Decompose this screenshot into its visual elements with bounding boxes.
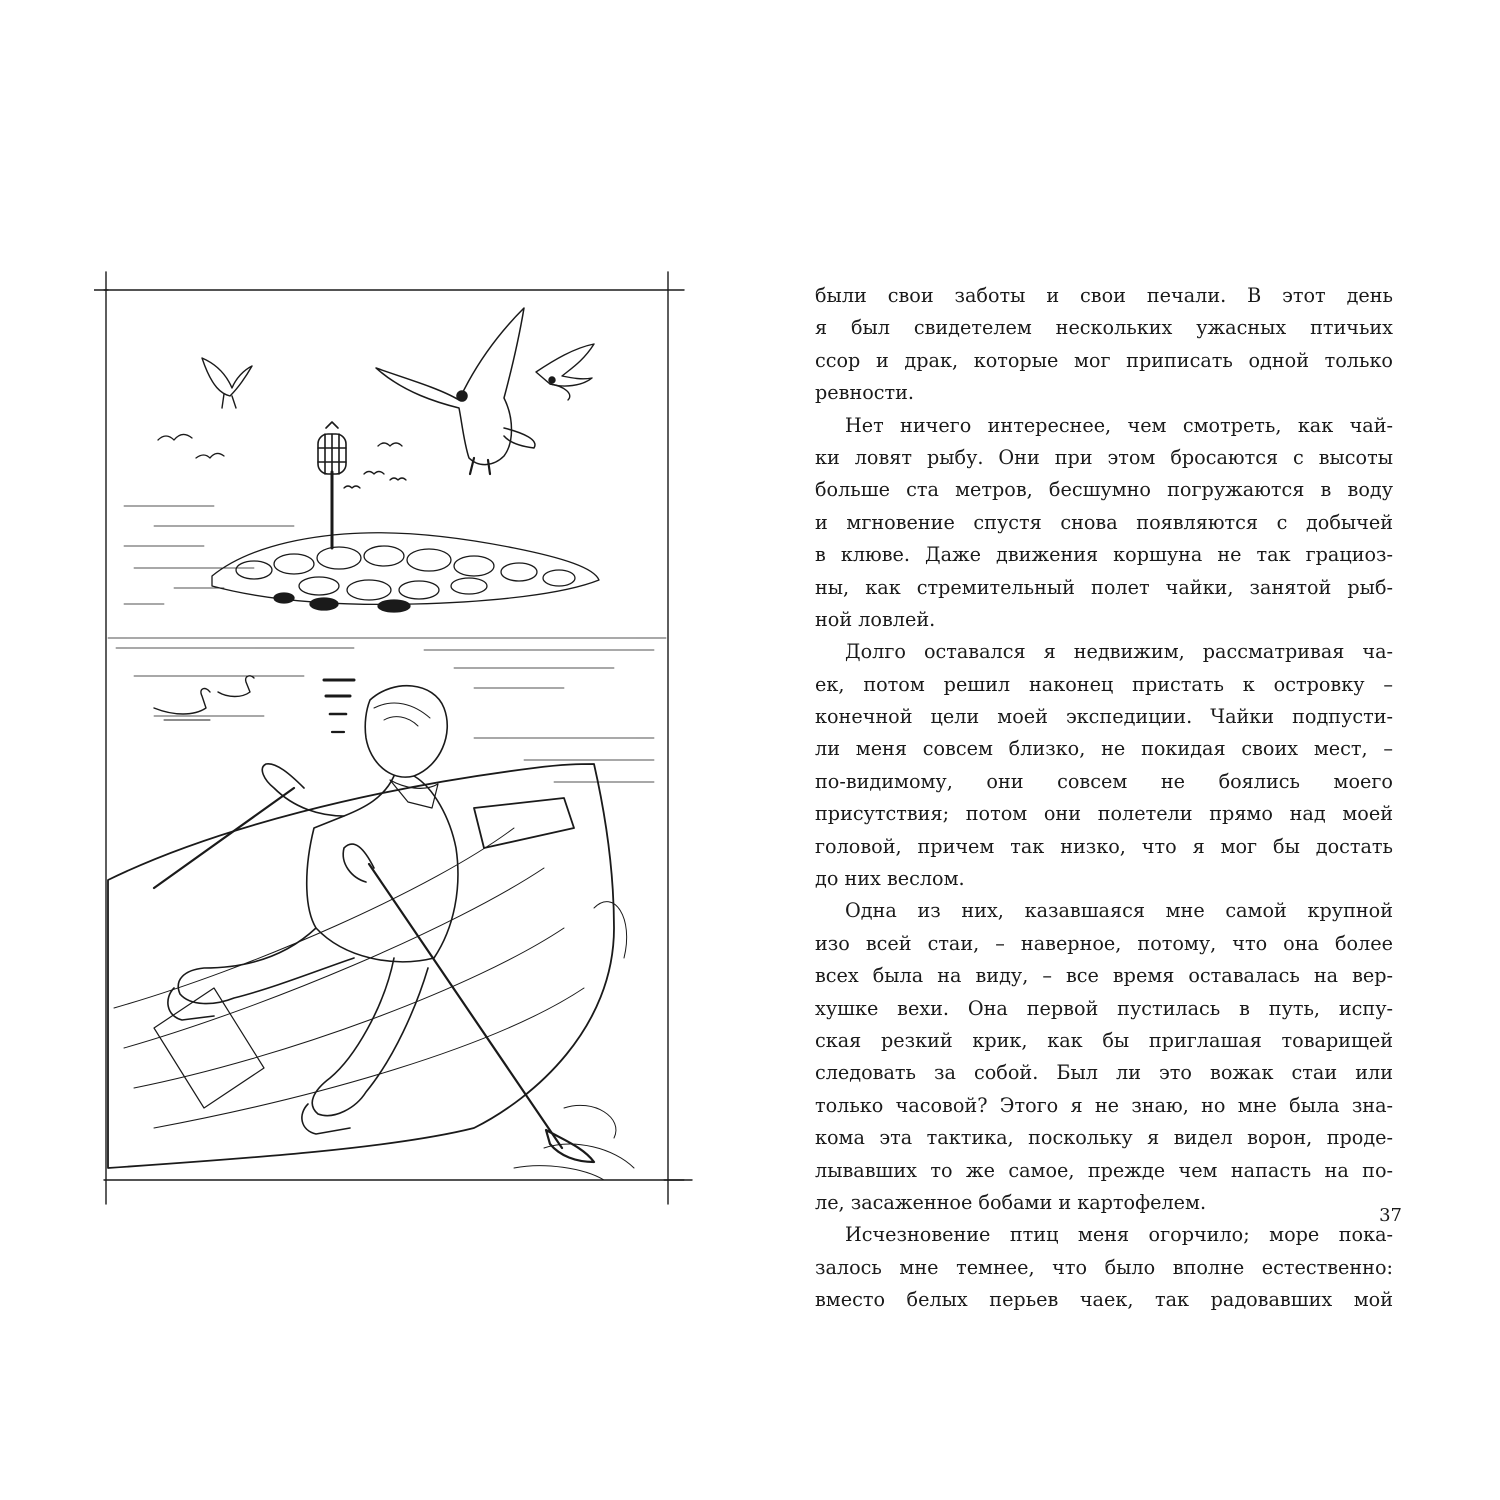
main-text-column (815, 280, 1393, 1317)
swimming-birds (154, 676, 254, 720)
text-line: ссор и драк, которые мог приписать одной только (815, 348, 1393, 372)
boy-figure (168, 686, 458, 1134)
page-number: 37 (1379, 1205, 1402, 1226)
text-line: Нет ничего интереснее, чем смотреть, как чай- (845, 413, 1393, 437)
text-line: в клюве. Даже движения коршуна не так грациоз- (815, 543, 1393, 567)
text-line: головой, причем так низко, что я мог бы достать (815, 834, 1393, 858)
text-line: следовать за собой. Был ли это вожак стаи или (815, 1061, 1393, 1085)
text-line: вместо белых перьев чаек, так радовавших мой (815, 1288, 1393, 1312)
text-line: хушке вехи. Она первой пустилась в путь, испу- (815, 996, 1393, 1020)
text-line: были свои заботы и свои печали. В этот день (815, 284, 1393, 307)
text-line: кома эта тактика, поскольку я видел ворон, проде- (815, 1126, 1393, 1150)
beacon-marker (318, 422, 346, 548)
text-line: ки ловят рыбу. Они при этом бросаются с высоты (815, 445, 1393, 469)
text-line: ны, как стремительный полет чайки, занятой рыб- (815, 575, 1393, 599)
small-seagull-left (202, 358, 252, 408)
text-line: ле, засаженное бобами и картофелем. (815, 1190, 1207, 1214)
text-line: до них веслом. (815, 867, 965, 891)
text-line: только часовой? Этого я не знаю, но мне была зна- (815, 1093, 1393, 1117)
text-line: залось мне темнее, что было вполне естественно: (815, 1255, 1393, 1279)
text-line: по-видимому, они совсем не боялись моего (815, 769, 1393, 793)
text-line: ек, потом решил наконец пристать к островку – (815, 672, 1393, 696)
sea-strokes (116, 506, 654, 782)
water-ripples (514, 902, 634, 1180)
text-line: ская резкий крик, как бы приглашая товарищей (815, 1028, 1393, 1052)
rocky-island (212, 533, 599, 612)
text-line: больше ста метров, бесшумно погружаются в воду (815, 478, 1393, 502)
text-line: лывавших то же самое, прежде чем напасть на по- (815, 1158, 1393, 1182)
text-line: ревности. (815, 381, 915, 405)
text-line: и мгновение спустя снова появляются с добычей (815, 510, 1393, 534)
text-line: всех была на виду, – все время оставалась на вер- (815, 964, 1393, 988)
small-seagull-right (536, 344, 594, 400)
text-line: присутствия; потом они полетели прямо над моей (815, 802, 1393, 826)
text-line: изо всей стаи, – наверное, потому, что она более (815, 931, 1393, 955)
text-line: Исчезновение птиц меня огорчило; море пока- (845, 1223, 1393, 1247)
distant-birds (158, 434, 406, 488)
rowboat (108, 764, 614, 1168)
text-line: ли меня совсем близко, не покидая своих мест, – (815, 737, 1393, 761)
text-line: я был свидетелем нескольких ужасных птичьих (815, 316, 1393, 340)
large-seagull (376, 308, 535, 474)
boy-in-rowboat-illustration (94, 268, 694, 1208)
oars (154, 788, 594, 1162)
text-line: конечной цели моей экспедиции. Чайки подпусти- (815, 705, 1393, 729)
text-line: Долго оставался я недвижим, рассматривая ча- (845, 640, 1393, 664)
text-line: ной ловлей. (815, 607, 936, 631)
text-line: Одна из них, казавшаяся мне самой крупной (845, 899, 1393, 923)
